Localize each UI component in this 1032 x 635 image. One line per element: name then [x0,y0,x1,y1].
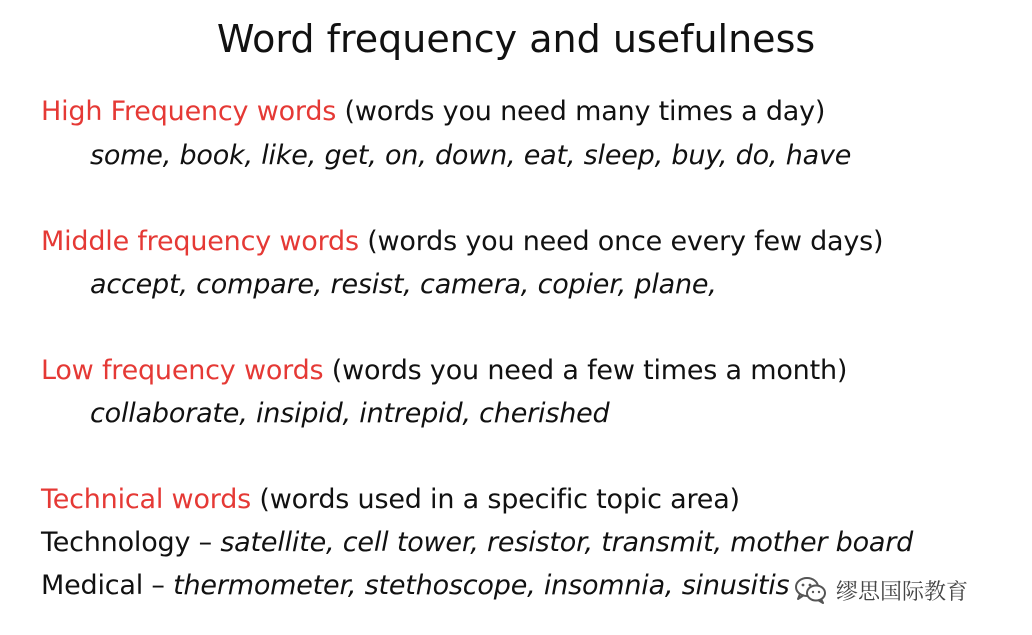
technical-words: thermometer, stethoscope, insomnia, sinusitis [173,570,790,601]
technical-field: Medical – [41,570,174,601]
section-examples: accept, compare, resist, camera, copier, plane, [90,269,717,300]
watermark [794,570,968,610]
technical-field: Technology – [41,527,221,558]
section-technical [41,482,740,518]
technical-words: satellite, cell tower, resistor, transmit, mother board [220,527,914,558]
section-description: (words you need many times a day) [344,96,826,127]
slide-title: Word frequency and usefulness [216,17,816,61]
section-middle-frequency [41,224,883,260]
technical-example-technology [41,525,913,561]
section-description: (words you need a few times a month) [331,355,848,386]
section-high-frequency [41,94,825,130]
section-examples: some, book, like, get, on, down, eat, sleep, buy, do, have [90,140,852,171]
section-description: (words you need once every few days) [367,226,884,257]
section-heading: Technical words [41,484,251,515]
section-description: (words used in a specific topic area) [259,484,740,515]
technical-example-medical [41,568,789,604]
section-heading: Low frequency words [41,355,324,386]
wechat-icon [794,576,828,604]
section-heading: High Frequency words [41,96,337,127]
section-heading: Middle frequency words [41,226,359,257]
section-examples: collaborate, insipid, intrepid, cherished [90,398,610,429]
watermark-text: 缪思国际教育 [836,579,969,605]
section-low-frequency [41,353,847,389]
